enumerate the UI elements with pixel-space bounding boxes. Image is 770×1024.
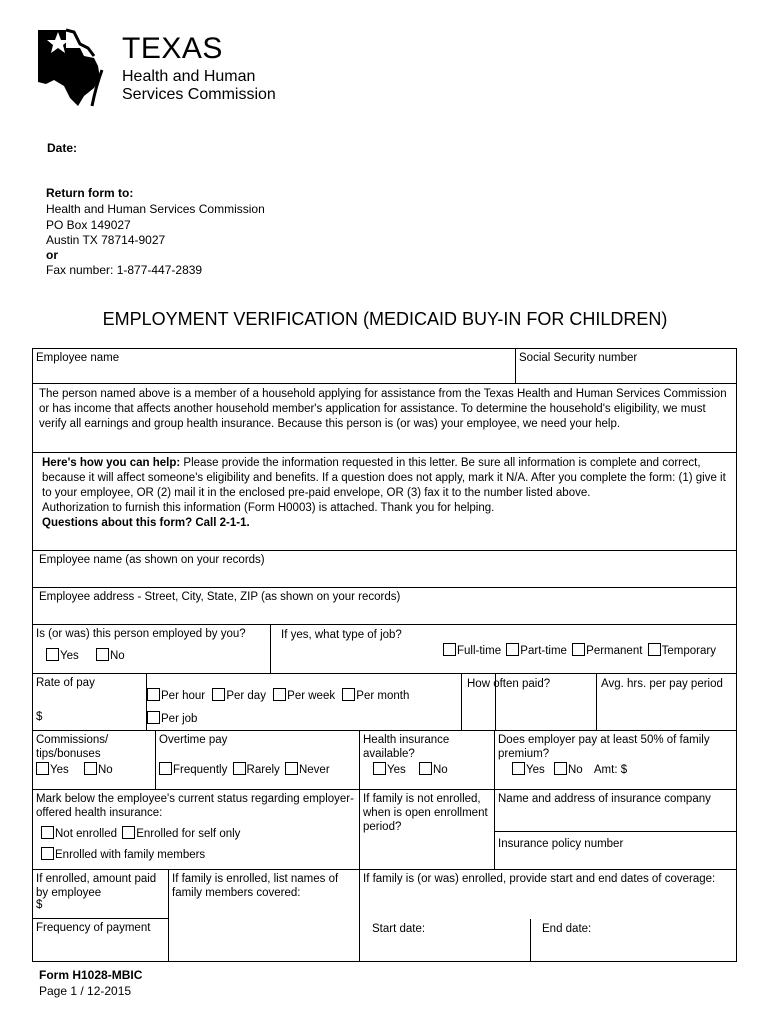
job-type-cell — [270, 624, 737, 674]
employed-no-option[interactable]: No — [96, 648, 125, 663]
family-enrolled-option[interactable]: Enrolled with family members — [41, 847, 205, 862]
employer-yes-checkbox[interactable] — [512, 762, 525, 775]
temporary-option[interactable]: Temporary — [648, 643, 716, 658]
commissions-label: Commissions/ tips/bonuses — [36, 734, 109, 760]
coverage-cell — [359, 869, 737, 919]
return-heading: Return form to: — [46, 186, 134, 200]
intro-text: The person named above is a member of a household applying for assistance from the Texas Health and Human Services Commission or has income that affects another household member's application for assistance. To determine the household's eligibility, we must verify all earnings and group health insurance. Because this person is (or was) your employee, we need your help. — [39, 388, 727, 430]
avg-hours-field[interactable] — [596, 673, 737, 731]
self-only-option[interactable]: Enrolled for self only — [122, 826, 240, 841]
part-time-option[interactable]: Part-time — [506, 643, 567, 658]
never-checkbox[interactable] — [285, 762, 298, 775]
per-hour-checkbox[interactable] — [147, 688, 160, 701]
full-time-option[interactable]: Full-time — [443, 643, 501, 658]
employer-pay-cell — [494, 730, 737, 790]
rate-of-pay-cell[interactable] — [32, 673, 496, 731]
health-insurance-question: Health insurance available? — [363, 734, 450, 760]
commissions-no-checkbox[interactable] — [84, 762, 97, 775]
per-hour-option[interactable]: Per hour — [147, 688, 205, 703]
policy-number-field[interactable] — [494, 831, 737, 870]
logo-line3: Services Commission — [122, 86, 276, 103]
commissions-cell — [32, 730, 156, 790]
ssn-field[interactable] — [515, 348, 737, 384]
employed-question: Is (or was) this person employed by you? — [36, 628, 246, 640]
auth-text: Authorization to furnish this information (Form H0003) is attached. Thank you for helping. — [42, 502, 495, 514]
open-enrollment-field[interactable] — [359, 789, 495, 870]
commissions-no-option[interactable]: No — [84, 762, 113, 777]
end-date-label: End date: — [542, 923, 592, 935]
form-number: Form H1028-MBIC — [39, 968, 143, 982]
coverage-label: If family is (or was) enrolled, provide start and end dates of coverage: — [363, 873, 716, 885]
rarely-checkbox[interactable] — [233, 762, 246, 775]
not-enrolled-option[interactable]: Not enrolled — [41, 826, 117, 841]
logo-texas: TEXAS — [122, 32, 223, 65]
per-day-checkbox[interactable] — [212, 688, 225, 701]
start-date-field[interactable] — [359, 918, 531, 962]
employer-pay-question: Does employer pay at least 50% of family premium? — [498, 734, 710, 760]
employed-no-checkbox[interactable] — [96, 648, 109, 661]
amount-paid-label: If enrolled, amount paid by employee — [36, 873, 157, 899]
full-time-checkbox[interactable] — [443, 643, 456, 656]
health-no-checkbox[interactable] — [419, 762, 432, 775]
texas-map-icon — [36, 26, 120, 110]
frequently-checkbox[interactable] — [159, 762, 172, 775]
page-number: Page 1 / 12-2015 — [39, 984, 132, 998]
return-or: or — [46, 248, 58, 262]
health-no-option[interactable]: No — [419, 762, 448, 777]
pay-divider — [146, 673, 147, 731]
per-job-checkbox[interactable] — [147, 711, 160, 724]
per-day-option[interactable]: Per day — [212, 688, 266, 703]
commissions-yes-option[interactable]: Yes — [36, 762, 69, 777]
health-yes-option[interactable]: Yes — [373, 762, 406, 777]
intro-box — [32, 383, 737, 453]
rate-dollar: $ — [36, 711, 43, 723]
date-label: Date: — [47, 141, 78, 155]
hhsc-logo — [36, 26, 276, 110]
status-cell — [32, 789, 360, 870]
ssn-label: Social Security number — [519, 352, 638, 364]
emp-name-records-label: Employee name (as shown on your records) — [39, 554, 265, 566]
coverage-joiner — [360, 918, 736, 919]
frequency-payment-field[interactable] — [32, 918, 169, 962]
emp-address-label: Employee address - Street, City, State, ZIP (as shown on your records) — [39, 591, 401, 603]
employed-yes-option[interactable]: Yes — [46, 648, 79, 663]
family-enrolled-checkbox[interactable] — [41, 847, 54, 860]
end-date-field[interactable] — [530, 918, 737, 962]
employee-name-records-field[interactable] — [32, 550, 737, 588]
permanent-option[interactable]: Permanent — [572, 643, 642, 658]
return-line1: Health and Human Services Commission — [46, 202, 265, 216]
family-names-label: If family is enrolled, list names of family members covered: — [172, 873, 339, 899]
part-time-checkbox[interactable] — [506, 643, 519, 656]
per-week-option[interactable]: Per week — [273, 688, 335, 703]
frequency-label: Frequency of payment — [36, 922, 151, 934]
employee-name-field[interactable] — [32, 348, 516, 384]
frequently-option[interactable]: Frequently — [159, 762, 227, 777]
overtime-cell — [155, 730, 360, 790]
employed-question-cell — [32, 624, 271, 674]
return-fax: Fax number: 1-877-447-2839 — [46, 263, 203, 277]
rarely-option[interactable]: Rarely — [233, 762, 280, 777]
family-names-field[interactable] — [168, 869, 360, 962]
return-line3: Austin TX 78714-9027 — [46, 233, 166, 247]
temporary-checkbox[interactable] — [648, 643, 661, 656]
help-box — [32, 452, 737, 551]
employer-no-option[interactable]: No — [554, 762, 583, 777]
policy-number-label: Insurance policy number — [498, 838, 624, 850]
amount-dollar: $ — [36, 899, 43, 911]
logo-line2: Health and Human — [122, 68, 256, 85]
commissions-yes-checkbox[interactable] — [36, 762, 49, 775]
return-line2: PO Box 149027 — [46, 218, 131, 232]
rate-of-pay-label: Rate of pay — [36, 677, 95, 689]
avg-hrs-label: Avg. hrs. per pay period — [601, 678, 723, 690]
employer-no-checkbox[interactable] — [554, 762, 567, 775]
per-month-option[interactable]: Per month — [342, 688, 409, 703]
per-job-option[interactable]: Per job — [147, 711, 197, 726]
never-option[interactable]: Never — [285, 762, 330, 777]
start-date-label: Start date: — [372, 923, 426, 935]
overtime-label: Overtime pay — [159, 734, 228, 746]
per-month-checkbox[interactable] — [342, 688, 355, 701]
open-enrollment-label: If family is not enrolled, when is open enrollment period? — [363, 793, 488, 833]
self-only-checkbox[interactable] — [122, 826, 135, 839]
employed-yes-checkbox[interactable] — [46, 648, 59, 661]
help-bold: Here's how you can help: — [42, 457, 181, 469]
status-label: Mark below the employee's current status regarding employer-offered health insurance: — [36, 793, 354, 819]
per-week-checkbox[interactable] — [273, 688, 286, 701]
amount-paid-field[interactable] — [32, 869, 169, 919]
not-enrolled-checkbox[interactable] — [41, 826, 54, 839]
page-title: EMPLOYMENT VERIFICATION (MEDICAID BUY-IN FOR CHILDREN) — [102, 309, 668, 329]
health-insurance-cell — [359, 730, 495, 790]
how-often-paid-field[interactable] — [461, 673, 597, 731]
job-type-question: If yes, what type of job? — [281, 629, 402, 641]
employer-yes-option[interactable]: Yes — [512, 762, 545, 777]
help-text: Please provide the information requested in this letter. Be sure all information is complete and correct, because it will affect someone's eligibility and benefits. If a question does not apply, mark it N/A. After you complete the form: (1) give it to your employee, OR (2) mail it in the enclosed pre-paid envelope, OR (3) fax it to the number listed above. — [42, 457, 726, 499]
how-often-label: How often paid? — [467, 678, 551, 690]
health-yes-checkbox[interactable] — [373, 762, 386, 775]
employee-address-field[interactable] — [32, 587, 737, 625]
permanent-checkbox[interactable] — [572, 643, 585, 656]
questions-text: Questions about this form? Call 2-1-1. — [42, 517, 250, 529]
employee-name-label: Employee name — [36, 352, 120, 364]
insurance-company-field[interactable] — [494, 789, 737, 832]
premium-amount-label: Amt: $ — [593, 764, 628, 776]
ins-company-label: Name and address of insurance company — [498, 793, 711, 805]
